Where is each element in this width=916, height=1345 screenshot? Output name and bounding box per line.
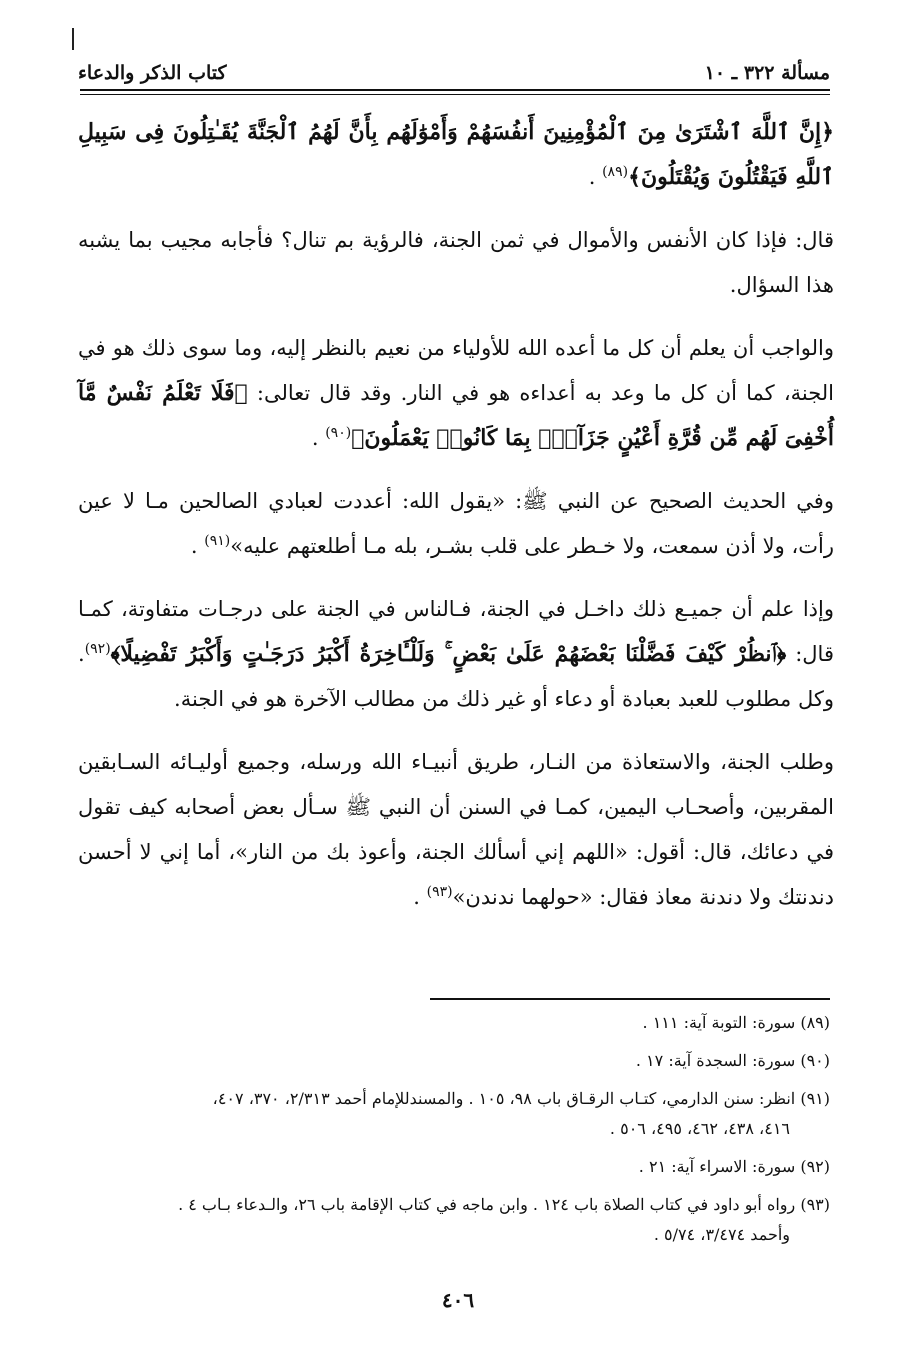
hadith-text: وفي الحديث الصحيح عن النبي ﷺ: «يقول الله: أعددت لعبادي الصالحين مـا لا عين رأت، ولا أذن سمعت، ولا خـطر على قلب بشـر، بله مـا أطلعتهم عليه»: [78, 489, 834, 558]
footnote-ref[interactable]: (٩١): [204, 533, 231, 549]
footnote-90: (٩٠) سورة: السجدة آية: ١٧ .: [635, 1051, 830, 1070]
paragraph-end: .: [413, 885, 427, 909]
footnote-93-line-1: (٩٣) رواه أبو داود في كتاب الصلاة باب ١٢٤ . وابن ماجه في كتاب الإقامة باب ٢٦، والـدعاء بـاب ٤ .: [178, 1195, 830, 1214]
header-section-title: مسألة ٣٢٢ ـ ١٠: [704, 62, 830, 84]
footnote-91: [80, 1084, 830, 1144]
footnote-ref[interactable]: (٨٩): [602, 164, 629, 180]
scan-edge-mark: [72, 28, 74, 50]
footnote-separator: [430, 998, 830, 1000]
quran-verse: ﴿ٱنظُرْ كَيْفَ فَضَّلْنَا بَعْضَهُمْ عَلَىٰ بَعْضٍ ۚ وَلَلْـَٔاخِرَةُ أَكْبَرُ دَرَجَـٰتٍ وَأَكْبَرُ تَفْضِيلًا﴾: [110, 641, 787, 667]
paragraph-text: وإذا علم أن جميـع ذلك داخـل في الجنة، فـالناس في الجنة على درجـات متفاوتة، كمـا قال:: [78, 597, 834, 666]
header-book-title: كتاب الذكر والدعاء: [78, 62, 227, 84]
paragraph-tail: . وكل مطلوب للعبد بعبادة أو دعاء أو غير ذلك من مطالب الآخرة هو في الجنة.: [78, 642, 834, 711]
running-header: [78, 52, 830, 84]
footnotes: [80, 1008, 830, 1258]
quran-verse: ﴿إِنَّ ٱللَّهَ ٱشْتَرَىٰ مِنَ ٱلْمُؤْمِنِينَ أَنفُسَهُمْ وَأَمْوَٰلَهُم بِأَنَّ لَهُمُ ٱلْجَنَّةَ يُقَـٰتِلُونَ فِى سَبِيلِ ٱللَّهِ فَيَقْتُلُونَ وَيُقْتَلُونَ﴾: [78, 119, 834, 190]
footnote-93: [80, 1190, 830, 1250]
footnote-92: (٩٢) سورة: الاسراء آية: ٢١ .: [638, 1157, 830, 1176]
header-rule-thin: [80, 94, 830, 95]
footnote-89: (٨٩) سورة: التوبة آية: ١١١ .: [642, 1013, 830, 1032]
quran-verse: ﴿فَلَا تَعْلَمُ نَفْسٌ مَّآ أُخْفِىَ لَهُم مِّن قُرَّةِ أَعْيُنٍ جَزَآءًۢ بِمَا كَانُوا۟ يَعْمَلُونَ﴾: [78, 380, 834, 451]
paragraph-6: [78, 740, 834, 920]
paragraph-5: [78, 587, 834, 722]
paragraph-end: .: [588, 165, 603, 189]
footnote-93-line-2: وأحمد ٣/٤٧٤، ٥/٧٤ .: [653, 1225, 790, 1244]
footnote-ref[interactable]: (٩٢): [84, 641, 111, 657]
paragraph-end: .: [190, 534, 205, 558]
paragraph-2: قال: فإذا كان الأنفس والأموال في ثمن الجنة، فالرؤية بم تنال؟ فأجابه مجيب بما يشبه هذا السؤال.: [78, 228, 834, 297]
paragraph-3: [78, 326, 834, 461]
page-number: ٤٠٦: [441, 1288, 475, 1312]
paragraph-4: [78, 479, 834, 569]
paragraph-1: [78, 110, 834, 200]
paragraph-end: .: [311, 426, 326, 450]
footnote-ref[interactable]: (٩٠): [325, 425, 352, 441]
header-rule: [80, 89, 830, 91]
paragraph-text: وطلب الجنة، والاستعاذة من النـار، طريق أنبيـاء الله ورسله، وجميع أوليـائه السـابقين المقربين، وأصحـاب اليمين، كمـا في السنن أن النبي ﷺ سـأل بعض أصحابه كيف تقول في دعائك، قال: أقول: «اللهم إني أسألك الجنة، وأعوذ بك من النار»، أما إني لا أحسن دندنتك ولا دندنة معاذ فقال: «حولهما ندندن»: [78, 750, 834, 909]
footnote-ref[interactable]: (٩٣): [426, 884, 453, 900]
main-text: [78, 110, 834, 938]
paragraph-text: والواجب أن يعلم أن كل ما أعده الله للأولياء من نعيم بالنظر إليه، وما سوى ذلك هو في الجنة، كما أن كل ما وعد به أعداءه هو في النار. وقد قال تعالى:: [78, 336, 834, 405]
footnote-91-line-2: ٤١٦، ٤٣٨، ٤٦٢، ٤٩٥، ٥٠٦ .: [609, 1119, 790, 1138]
footnote-91-line-1: (٩١) انظر: سنن الدارمي، كتـاب الرقـاق باب ٩٨، ١٠٥ . والمسندللإمام أحمد ٢/٣١٣، ٣٧٠، ٤٠٧،: [212, 1089, 830, 1108]
